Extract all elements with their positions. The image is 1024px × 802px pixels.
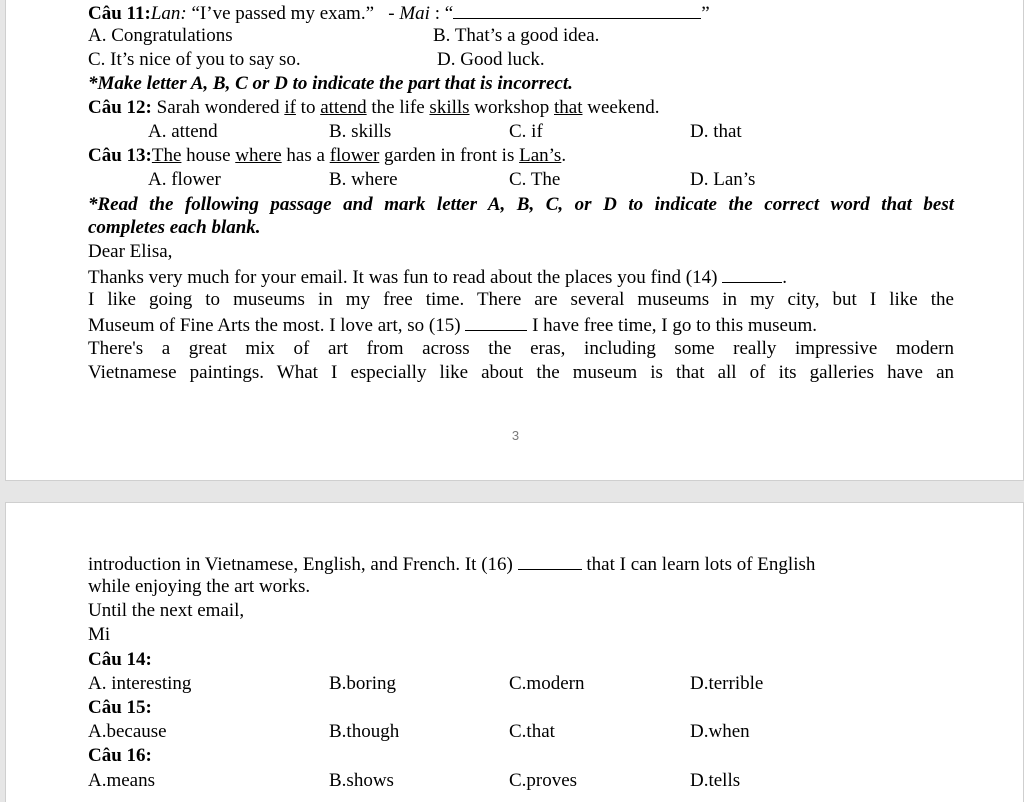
q13-underlined-lans: Lan’s [519,145,562,166]
letter-closing: Until the next email, [88,600,245,621]
q11-option-d: D. Good luck. [437,49,545,70]
page-number: 3 [511,428,520,443]
question-11-colon: : “ [429,3,454,24]
document-page-3 [5,0,1024,481]
q15-option-b: B.though [329,721,400,742]
question-16-label: Câu 16: [88,745,152,766]
blank-15 [465,312,527,331]
passage-line-2: I like going to museums in my free time. There are several museums in my city, but I like the [88,289,954,310]
q12-option-d: D. that [690,121,742,142]
q14-option-d: D.terrible [690,673,764,694]
passage-text: that I can learn lots of English [581,554,816,575]
blank-14 [722,264,782,283]
passage-text: I have free time, I go to this museum. [527,315,818,336]
q15-option-c: C.that [509,721,555,742]
q13-underlined-flower: flower [329,145,380,166]
q16-option-a: A.means [88,770,156,791]
q12-underlined-if: if [284,97,296,118]
q16-option-b: B.shows [329,770,394,791]
q15-option-a: A.because [88,721,167,742]
passage-text: Thanks very much for your email. It was fun to read about the places you find (14) [88,267,723,288]
instruction-incorrect: *Make letter A, B, C or D to indicate the part that is incorrect. [88,73,573,94]
q12-underlined-that: that [554,97,583,118]
passage-text: introduction in Vietnamese, English, and French. It (16) [88,554,518,575]
instruction-passage-line-2: completes each blank. [88,217,261,238]
speaker-lan: Lan: [150,3,187,24]
passage-continued-line-2: while enjoying the art works. [88,576,311,597]
q11-option-a: A. Congratulations [88,25,233,46]
q12-option-a: A. attend [148,121,218,142]
q16-option-d: D.tells [690,770,741,791]
q11-option-b: B. That’s a good idea. [433,25,600,46]
q13-text: . [561,145,567,166]
q14-option-b: B.boring [329,673,397,694]
q12-text: weekend. [582,97,660,118]
q13-underlined-where: where [235,145,282,166]
question-11-quote: “I’ve passed my exam.” [186,3,375,24]
passage-line-4: There's a great mix of art from across the eras, including some really impressive modern [88,338,954,359]
q13-option-c: C. The [509,169,561,190]
q12-underlined-attend: attend [320,97,367,118]
question-12-label: Câu 12: [88,97,152,118]
passage-text: Museum of Fine Arts the most. I love art, so (15) [88,315,466,336]
q13-text: has a [281,145,330,166]
q13-option-a: A. flower [148,169,221,190]
q13-text: house [181,145,236,166]
q13-text: garden in front is [379,145,520,166]
q12-text: Sarah wondered [151,97,285,118]
passage-line-1 [88,264,787,290]
instruction-passage-line-1: *Read the following passage and mark letter A, B, C, or D to indicate the correct word that best [88,194,954,215]
blank-16 [518,551,582,570]
question-11-label: Câu 11: [88,3,151,24]
q13-option-d: D. Lan’s [690,169,756,190]
q12-option-b: B. skills [329,121,392,142]
question-15-label: Câu 15: [88,697,152,718]
letter-signature: Mi [88,624,111,645]
q15-option-d: D.when [690,721,750,742]
answer-blank [453,0,701,19]
q13-underlined-the: The [151,145,182,166]
question-11 [88,0,710,26]
question-13-label: Câu 13: [88,145,152,166]
question-13 [88,144,566,168]
question-11-close-quote: ” [701,3,710,24]
passage-continued-line-1 [88,551,954,577]
letter-greeting: Dear Elisa, [88,241,173,262]
speaker-mai: - Mai [374,3,430,24]
q12-text: to [295,97,321,118]
q12-option-c: C. if [509,121,543,142]
passage-line-3 [88,312,954,338]
q12-text: the life [366,97,430,118]
q16-option-c: C.proves [509,770,578,791]
question-14-label: Câu 14: [88,649,152,670]
passage-text: . [782,267,787,288]
q11-option-c: C. It’s nice of you to say so. [88,49,301,70]
q12-underlined-skills: skills [429,97,470,118]
q14-option-a: A. interesting [88,673,192,694]
passage-line-5: Vietnamese paintings. What I especially like about the museum is that all of its galleries have an [88,362,954,383]
question-12 [88,96,660,120]
q13-option-b: B. where [329,169,398,190]
q12-text: workshop [469,97,554,118]
q14-option-c: C.modern [509,673,585,694]
document-page-4 [5,502,1024,802]
